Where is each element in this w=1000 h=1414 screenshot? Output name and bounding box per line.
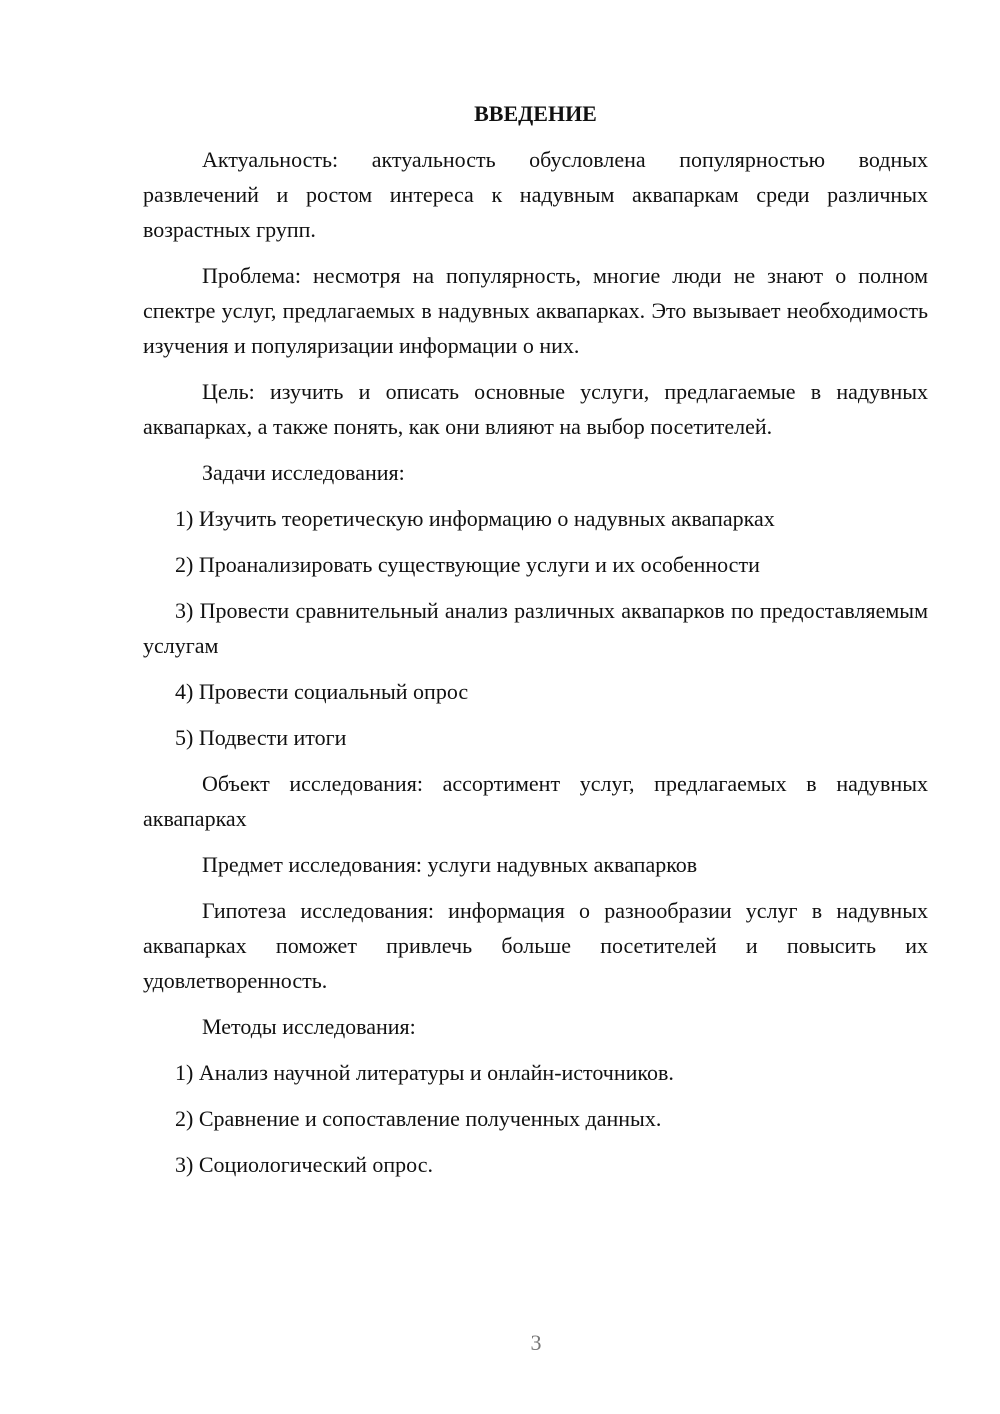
- task-item: 4) Провести социальный опрос: [175, 679, 469, 704]
- tasks-title: Задачи исследования:: [202, 460, 405, 485]
- object-paragraph: Объект исследования: ассортимент услуг, предлагаемых в надувных аквапарках: [143, 771, 928, 831]
- task-item: 5) Подвести итоги: [175, 725, 347, 750]
- document-page: [143, 96, 928, 1193]
- subject-paragraph: Предмет исследования: услуги надувных аквапарков: [202, 852, 698, 877]
- method-item: 1) Анализ научной литературы и онлайн-источников.: [175, 1060, 674, 1085]
- hypothesis-paragraph: Гипотеза исследования: информация о разнообразии услуг в надувных аквапарках поможет привлечь больше посетителей и повысить их удовлетворенность.: [143, 898, 928, 993]
- methods-title: Методы исследования:: [202, 1014, 416, 1039]
- methods-list: [143, 1055, 928, 1182]
- problem-paragraph: Проблема: несмотря на популярность, многие люди не знают о полном спектре услуг, предлагаемых в надувных аквапарках. Это вызывает необходимость изучения и популяризации информации о них.: [143, 263, 928, 358]
- task-item: 3) Провести сравнительный анализ различных аквапарков по предоставляемым услугам: [143, 598, 928, 658]
- document-heading: ВВЕДЕНИЕ: [474, 101, 597, 126]
- task-item: 1) Изучить теоретическую информацию о надувных аквапарках: [175, 506, 775, 531]
- tasks-list: [143, 501, 928, 755]
- relevance-paragraph: Актуальность: актуальность обусловлена популярностью водных развлечений и ростом интереса к надувным аквапаркам среди различных возрастных групп.: [143, 147, 928, 242]
- goal-paragraph: Цель: изучить и описать основные услуги, предлагаемые в надувных аквапарках, а также понять, как они влияют на выбор посетителей.: [143, 379, 928, 439]
- task-item: 2) Проанализировать существующие услуги и их особенности: [175, 552, 760, 577]
- method-item: 2) Сравнение и сопоставление полученных данных.: [175, 1106, 662, 1131]
- page-number: 3: [530, 1330, 542, 1355]
- method-item: 3) Социологический опрос.: [175, 1152, 433, 1177]
